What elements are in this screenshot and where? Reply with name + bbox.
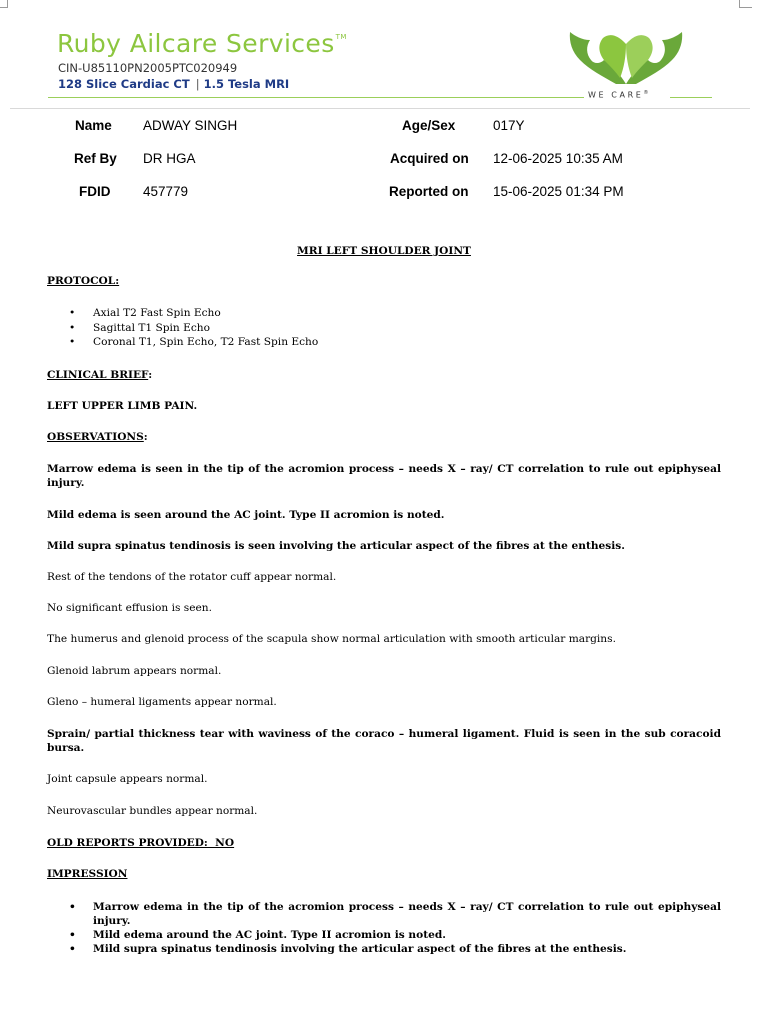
old-reports-line: OLD REPORTS PROVIDED: NO bbox=[47, 837, 235, 849]
protocol-heading: PROTOCOL: bbox=[47, 275, 120, 287]
acquired-label: Acquired on bbox=[390, 151, 469, 166]
patient-agesex: 017Y bbox=[493, 118, 525, 133]
list-item: • Coronal T1, Spin Echo, T2 Fast Spin Echo bbox=[69, 336, 319, 348]
acquired-datetime: 12-06-2025 10:35 AM bbox=[493, 151, 623, 166]
referring-doctor: DR HGA bbox=[143, 151, 196, 166]
list-item: • Axial T2 Fast Spin Echo bbox=[69, 307, 221, 319]
clinical-brief-text: LEFT UPPER LIMB PAIN. bbox=[47, 400, 198, 412]
report-title: MRI LEFT SHOULDER JOINT bbox=[297, 245, 471, 257]
fdid-label: FDID bbox=[79, 184, 111, 199]
impression-heading: IMPRESSION bbox=[47, 868, 128, 880]
list-item: • Sagittal T1 Spin Echo bbox=[69, 321, 210, 334]
observation-5: No significant effusion is seen. bbox=[47, 602, 212, 614]
list-item: • Mild edema around the AC joint. Type II acromion is noted. bbox=[69, 929, 446, 941]
cin-number: CIN-U85110PN2005PTC020949 bbox=[58, 61, 238, 75]
letterhead-rule-right bbox=[670, 97, 712, 98]
observation-7: Glenoid labrum appears normal. bbox=[47, 665, 222, 677]
refby-label: Ref By bbox=[74, 151, 117, 166]
tagline: 128 Slice Cardiac CT | 1.5 Tesla MRI bbox=[58, 77, 290, 91]
we-care-hands-heart-logo-icon bbox=[560, 26, 692, 88]
patient-name: ADWAY SINGH bbox=[143, 118, 238, 133]
list-item: • Mild supra spinatus tendinosis involving the articular aspect of the fibres at the enthesis. bbox=[69, 943, 627, 955]
observation-1: Marrow edema is seen in the tip of the acromion process – needs X – ray/ CT correlation to rule out epiphyseal injury. bbox=[47, 463, 721, 489]
observations-heading: OBSERVATIONS: bbox=[47, 431, 148, 443]
letterhead-rule-left bbox=[48, 97, 584, 98]
observation-4: Rest of the tendons of the rotator cuff appear normal. bbox=[47, 571, 337, 583]
reported-datetime: 15-06-2025 01:34 PM bbox=[493, 184, 624, 199]
observation-9: Sprain/ partial thickness tear with waviness of the coraco – humeral ligament. Fluid is seen in the sub coracoid bursa. bbox=[47, 728, 721, 754]
observation-3: Mild supra spinatus tendinosis is seen involving the articular aspect of the fibres at the enthesis. bbox=[47, 540, 625, 552]
reported-label: Reported on bbox=[389, 184, 469, 199]
page-corner-mark-left bbox=[0, 0, 8, 8]
observation-8: Gleno – humeral ligaments appear normal. bbox=[47, 696, 277, 708]
fdid-value: 457779 bbox=[143, 184, 189, 199]
agesex-label: Age/Sex bbox=[402, 118, 456, 133]
we-care-tagline: WE CARE® bbox=[588, 90, 649, 100]
protocol-list bbox=[47, 306, 721, 350]
observation-11: Neurovascular bundles appear normal. bbox=[47, 805, 258, 817]
impression-list bbox=[47, 900, 721, 956]
observation-10: Joint capsule appears normal. bbox=[47, 773, 208, 785]
trademark-mark: TM bbox=[335, 33, 347, 41]
name-label: Name bbox=[75, 118, 112, 133]
observation-6: The humerus and glenoid process of the scapula show normal articulation with smooth articular margins. bbox=[47, 633, 616, 645]
observation-2: Mild edema is seen around the AC joint. Type II acromion is noted. bbox=[47, 509, 445, 521]
clinical-brief-heading: CLINICAL BRIEF: bbox=[47, 369, 153, 381]
brand-name: Ruby Ailcare Services™ bbox=[57, 29, 347, 58]
list-item: • Marrow edema in the tip of the acromion process – needs X – ray/ CT correlation to rule out epiphyseal injury. bbox=[69, 901, 721, 927]
